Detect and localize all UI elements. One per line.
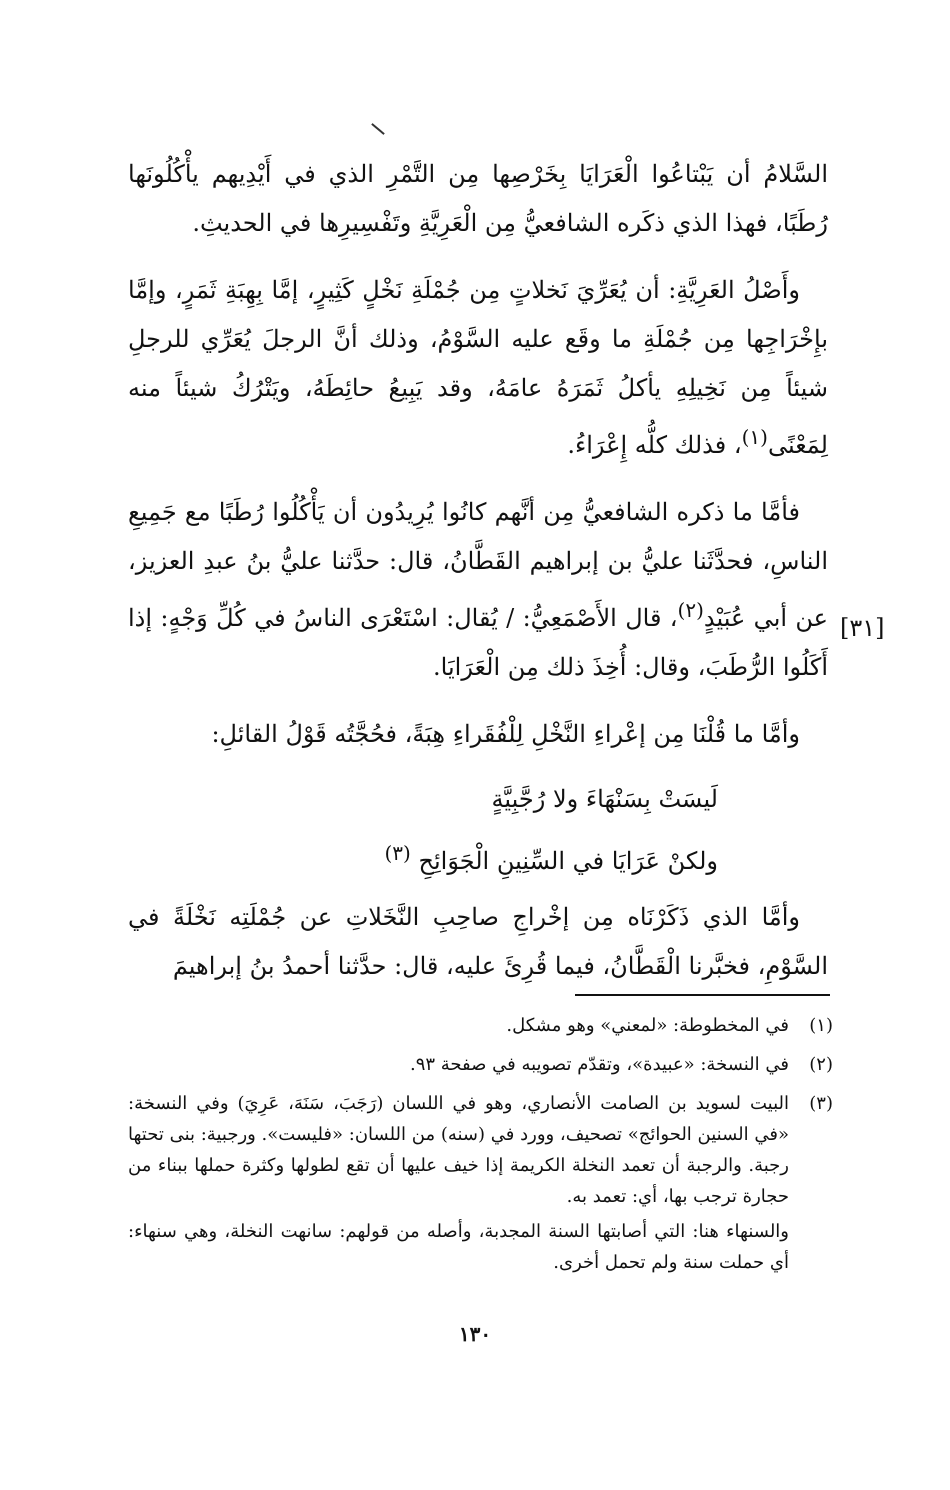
paragraph-3-text: فأمَّا ما ذكره الشافعيُّ مِن أنَّهم كانُوا يُرِيدُون أن يَأْكُلُوا رُطَبًا مع جَمِيعِ الناسِ، فحدَّثَنا عليُّ بن إبراهيم القَطَّانُ، قال: حدَّثنا عليُّ بنُ عبدِ العزيز، عن أبي عُبَيْدٍ xyxy=(128,498,828,632)
paragraph-4: وأمَّا ما قُلْنَا مِن إعْراءِ النَّخْلِ لِلْفُقَراءِ هِبَةً، فحُجَّتُه قَوْلُ القائلِ: xyxy=(211,720,800,748)
footnote-line: البيت لسويد بن الصامت الأنصاري، وهو في اللسان (رَجَبَ، سَنَهَ، عَرِيَ) وفي النسخة: «في السنين الحوائج» تصحيف، وورد في (سنه) من اللسان: «فليست». ورجبية: بنى تحتها رجبة. والرجبة أن تعمد النخلة الكريمة إذا خيف عليها أن تقع لطولها وكثرة حملها ببناء من حجارة ترجب بها، أي: تعمد به. xyxy=(128,1093,789,1207)
footnote-text xyxy=(128,1010,789,1045)
scan-mark xyxy=(371,123,385,135)
footnote-number: (١) xyxy=(809,1015,833,1036)
verse-line-2-text: ولكنْ عَرَايَا في السِّنِينِ الْجَوَائِحِ xyxy=(418,847,718,875)
paragraph-5: وأمَّا الذي ذَكَرْنَاه مِن إخْراجِ صاحِبِ النَّخَلاتِ عن جُمْلَتِه نَخْلَةً في السَّوْمِ، فخبَّرنا الْقَطَّانُ، فيما قُرِئَ عليه، قال: حدَّثنا أحمدُ بنُ إبراهيمَ xyxy=(128,903,828,980)
footnote-divider xyxy=(575,994,830,996)
verse-line-2 xyxy=(128,831,828,883)
footnote-number: (٣) xyxy=(809,1093,833,1114)
footnote-ref-1: (١) xyxy=(741,425,768,449)
main-text xyxy=(128,150,828,1009)
paragraph-3-end: ، قال الأَصْمَعِيُّ: / يُقال: اسْتَعْرَى الناسُ في كُلِّ وَجْهٍ: إذا أَكَلُوا الرُّطَبَ، وقال: أُخِذَ ذلك مِن الْعَرَايَا. xyxy=(128,604,828,681)
footnote-text xyxy=(128,1088,789,1282)
footnote-3 xyxy=(128,1088,833,1282)
footnote-text xyxy=(128,1049,789,1084)
footnote-ref-3: (٣) xyxy=(384,841,411,865)
footnotes xyxy=(128,1010,833,1286)
paragraph-2-text: وأَصْلُ العَرِيَّةِ: أن يُعَرِّيَ نَخلاتٍ مِن جُمْلَةِ نَخْلٍ كَثِيرٍ، إمَّا بِهِبَةِ ثَمَرٍ، وإمَّا بإِخْرَاجِها مِن جُمْلَةِ ما وقَع عليه السَّوْمُ، وذلك أنَّ الرجلَ يُعَرِّي للرجلِ شيئاً مِن نَخِيلِهِ يأكلُ ثَمَرَهُ عامَهُ، وقد يَبِيعُ حائِطَهُ، ويَتْرُكُ شيئاً منه لِمَعْنًى xyxy=(128,276,828,459)
footnote-line: في النسخة: «عبيدة»، وتقدّم تصويبه في صفحة ٩٣. xyxy=(409,1054,789,1075)
footnote-2 xyxy=(128,1049,833,1084)
paragraph-2-end: ، فذلك كلُّه إِعْرَاءُ. xyxy=(567,431,742,459)
footnote-line: في المخطوطة: «لمعني» وهو مشكل. xyxy=(506,1015,789,1036)
paragraph-3 xyxy=(128,488,828,692)
footnote-1 xyxy=(128,1010,833,1045)
manuscript-folio-marker: [٣١] xyxy=(840,614,885,642)
page-number: ١٣٠ xyxy=(458,1322,492,1346)
footnote-number: (٢) xyxy=(809,1054,833,1075)
verse-line-1: لَيسَتْ بِسَنْهَاءَ ولا رُجَّبِيَّةٍ xyxy=(491,785,718,813)
paragraph-1: السَّلامُ أن يَبْتاعُوا الْعَرَايَا بِخَرْصِها مِن التَّمْرِ الذي في أَيْدِيهم يأْكُلُونَها رُطَبًا، فهذا الذي ذكَره الشافعيُّ مِن الْعَرِيَّةِ وتَفْسِيرِها في الحديثِ. xyxy=(128,160,828,237)
footnote-ref-2: (٢) xyxy=(677,598,704,622)
paragraph-2 xyxy=(128,266,828,470)
footnote-line: والسنهاء هنا: التي أصابتها السنة المجدبة، وأصله من قولهم: سانهت النخلة، وهي سنهاء: أي حملت سنة ولم تحمل أخرى. xyxy=(128,1221,789,1273)
